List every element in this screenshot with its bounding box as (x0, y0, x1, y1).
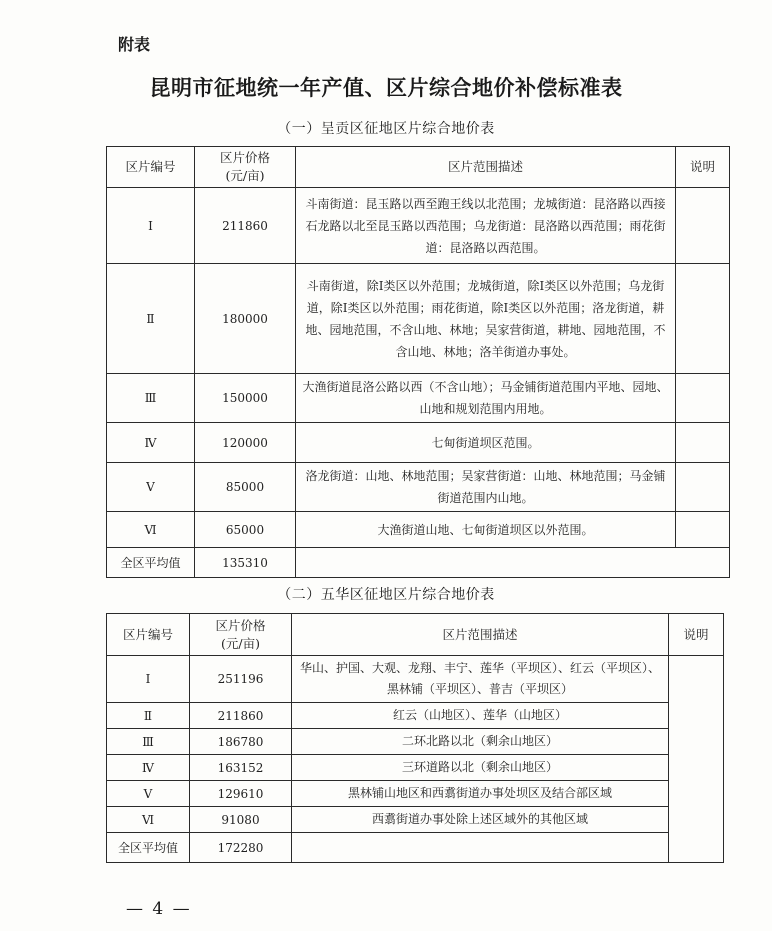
description-cell: 七甸街道坝区范围。 (296, 423, 676, 463)
header-zone: 区片编号 (107, 147, 195, 188)
price-cell: 180000 (195, 264, 296, 374)
wuhua-price-table (106, 613, 724, 863)
note-cell (676, 188, 730, 264)
price-cell: 91080 (190, 807, 292, 833)
table-row (107, 374, 730, 423)
table-row (107, 807, 724, 833)
price-cell: 120000 (195, 423, 296, 463)
average-empty-cell (296, 548, 730, 578)
header-price: 区片价格 (元/亩) (190, 614, 292, 656)
note-cell (676, 512, 730, 548)
zone-cell: Ⅴ (107, 781, 190, 807)
appendix-label: 附表 (118, 35, 151, 54)
document-title: 昆明市征地统一年产值、区片综合地价补偿标准表 (149, 76, 623, 100)
price-cell: 135310 (195, 548, 296, 578)
section2-title: （二）五华区征地区片综合地价表 (277, 587, 495, 603)
table-row (107, 755, 724, 781)
header-description: 区片范围描述 (296, 147, 676, 188)
table-row (107, 188, 730, 264)
description-cell: 斗南街道：昆玉路以西至跑王线以北范围；龙城街道：昆洛路以西接石龙路以北至昆玉路以西范围；乌龙街道：昆洛路以西范围；雨花街道：昆洛路以西范围。 (296, 188, 676, 264)
zone-cell: Ⅵ (107, 807, 190, 833)
description-cell: 西翥街道办事处除上述区域外的其他区域 (292, 807, 669, 833)
table-row (107, 264, 730, 374)
page-number: — 4 — (126, 899, 192, 919)
zone-cell: Ⅱ (107, 703, 190, 729)
chenggong-price-table (106, 146, 730, 578)
zone-cell: Ⅲ (107, 729, 190, 755)
header-zone: 区片编号 (107, 614, 190, 656)
zone-cell: Ⅱ (107, 264, 195, 374)
note-cell (669, 656, 724, 863)
description-cell: 三环道路以北（剩余山地区） (292, 755, 669, 781)
table-row (107, 781, 724, 807)
description-cell: 华山、护国、大观、龙翔、丰宁、莲华（平坝区）、红云（平坝区）、黑林铺（平坝区）、普吉（平坝区） (292, 656, 669, 703)
header-price: 区片价格 (元/亩) (195, 147, 296, 188)
zone-cell: Ⅲ (107, 374, 195, 423)
note-cell (676, 374, 730, 423)
zone-cell: Ⅰ (107, 188, 195, 264)
price-cell: 251196 (190, 656, 292, 703)
table-header-row (107, 147, 730, 188)
price-cell: 211860 (195, 188, 296, 264)
section1-title: （一）呈贡区征地区片综合地价表 (277, 121, 495, 137)
price-cell: 211860 (190, 703, 292, 729)
note-cell (676, 463, 730, 512)
price-cell: 85000 (195, 463, 296, 512)
zone-cell: Ⅴ (107, 463, 195, 512)
price-cell: 172280 (190, 833, 292, 863)
header-note: 说明 (669, 614, 724, 656)
table-header-row (107, 614, 724, 656)
description-cell: 大渔街道昆洛公路以西（不含山地）；马金铺街道范围内平地、园地、山地和规划范围内用地。 (296, 374, 676, 423)
table-row (107, 729, 724, 755)
table-row (107, 463, 730, 512)
table-row (107, 703, 724, 729)
table-row-average (107, 548, 730, 578)
price-cell: 65000 (195, 512, 296, 548)
description-cell: 二环北路以北（剩余山地区） (292, 729, 669, 755)
header-description: 区片范围描述 (292, 614, 669, 656)
table-row (107, 656, 724, 703)
description-cell: 大渔街道山地、七甸街道坝区以外范围。 (296, 512, 676, 548)
price-cell: 186780 (190, 729, 292, 755)
table-row (107, 512, 730, 548)
price-cell: 150000 (195, 374, 296, 423)
table-row (107, 423, 730, 463)
price-cell: 163152 (190, 755, 292, 781)
zone-cell: Ⅳ (107, 423, 195, 463)
note-cell (676, 264, 730, 374)
zone-cell: Ⅳ (107, 755, 190, 781)
description-cell: 黑林铺山地区和西翥街道办事处坝区及结合部区域 (292, 781, 669, 807)
table-row-average (107, 833, 724, 863)
description-cell: 洛龙街道：山地、林地范围；吴家营街道：山地、林地范围；马金铺街道范围内山地。 (296, 463, 676, 512)
header-note: 说明 (676, 147, 730, 188)
note-cell (676, 423, 730, 463)
zone-cell: 全区平均值 (107, 833, 190, 863)
description-cell: 红云（山地区）、莲华（山地区） (292, 703, 669, 729)
price-cell: 129610 (190, 781, 292, 807)
zone-cell: Ⅰ (107, 656, 190, 703)
description-cell: 斗南街道，除Ⅰ类区以外范围；龙城街道，除Ⅰ类区以外范围；乌龙街道，除Ⅰ类区以外范围；雨花街道，除Ⅰ类区以外范围；洛龙街道，耕地、园地范围，不含山地、林地；吴家营街道，耕地、园地范围，不含山地、林地；洛羊街道办事处。 (296, 264, 676, 374)
zone-cell: 全区平均值 (107, 548, 195, 578)
zone-cell: Ⅵ (107, 512, 195, 548)
average-empty-cell (292, 833, 669, 863)
